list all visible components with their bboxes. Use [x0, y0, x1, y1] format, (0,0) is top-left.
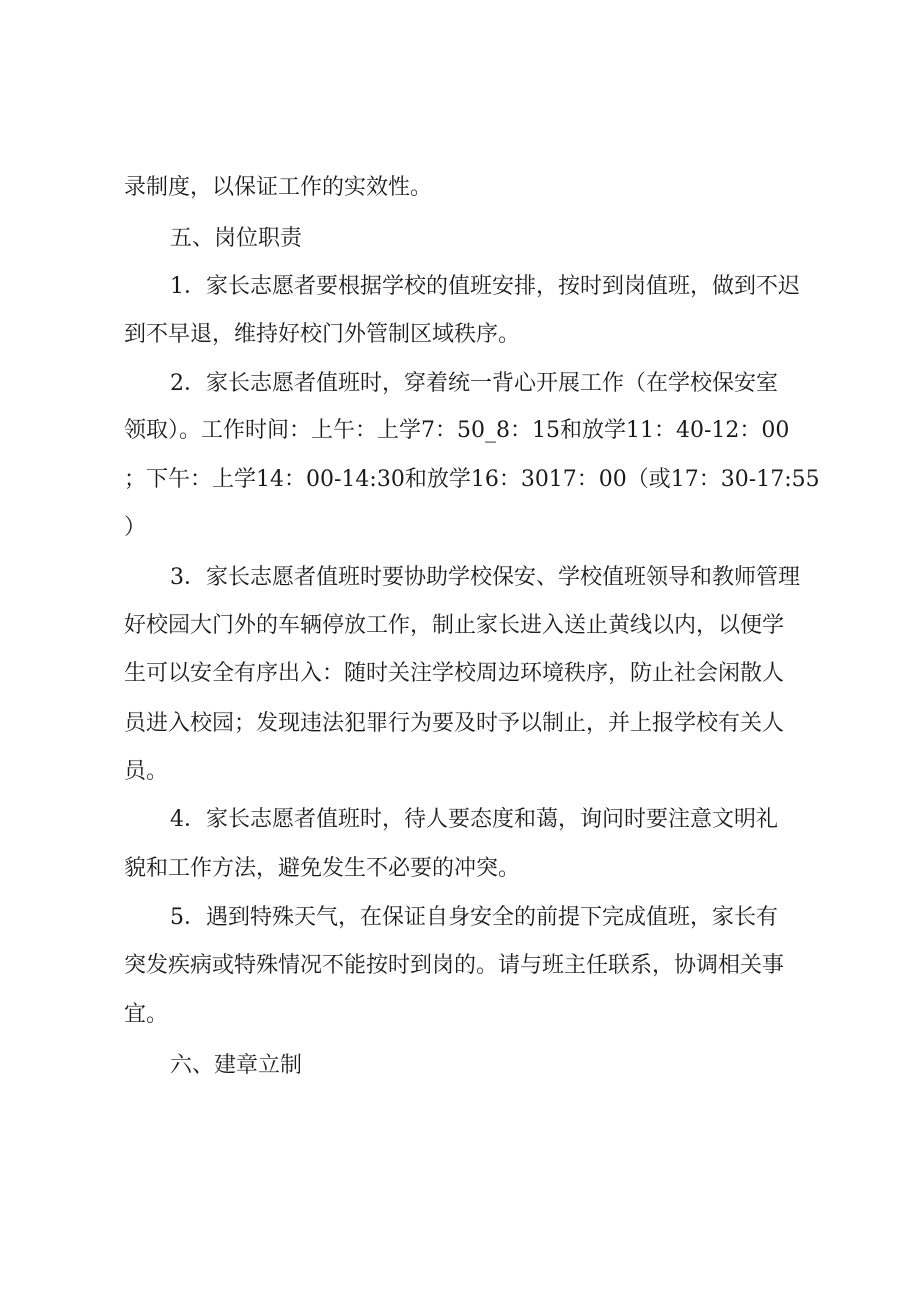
item-4-line-2: 貌和工作方法，避免发生不必要的冲突。	[124, 856, 521, 881]
item-1-line-1: 1．家长志愿者要根据学校的值班安排，按时到岗值班，做到不迟	[170, 274, 800, 299]
item-2-line-3: ；下午：上学14：00-14:30和放学16：3017：00（或17：30-17:55	[124, 467, 820, 492]
text-line-1: 录制度，以保证工作的实效性。	[124, 175, 433, 200]
section-heading-6: 六、建章立制	[170, 1053, 303, 1078]
item-4-line-1: 4．家长志愿者值班时，待人要态度和蔼，询问时要注意文明礼	[170, 807, 778, 832]
item-5-line-3: 宜。	[124, 1002, 169, 1027]
item-2-line-2: 领取）。工作时间：上午：上学7：50_8：15和放学11：40-12：00	[124, 418, 790, 443]
item-3-line-1: 3．家长志愿者值班时要协助学校保安、学校值班领导和教师管理	[170, 565, 800, 590]
item-5-line-2: 突发疾病或特殊情况不能按时到岗的。请与班主任联系，协调相关事	[124, 953, 785, 978]
section-heading-5: 五、岗位职责	[170, 226, 303, 251]
item-2-line-1: 2．家长志愿者值班时，穿着统一背心开展工作（在学校保安室	[170, 371, 778, 396]
item-5-line-1: 5．遇到特殊天气，在保证自身安全的前提下完成值班，家长有	[170, 905, 778, 930]
item-2-line-4: ）	[124, 515, 147, 540]
item-3-line-4: 员进入校园；发现违法犯罪行为要及时予以制止，并上报学校有关人	[124, 711, 785, 736]
item-1-line-2: 到不早退，维持好校门外管制区域秩序。	[124, 322, 521, 347]
item-3-line-2: 好校园大门外的车辆停放工作，制止家长进入送止黄线以内，以便学	[124, 613, 785, 638]
item-3-line-3: 生可以安全有序出入：随时关注学校周边环境秩序，防止社会闲散人	[124, 661, 785, 686]
item-3-line-5: 员。	[124, 759, 169, 784]
